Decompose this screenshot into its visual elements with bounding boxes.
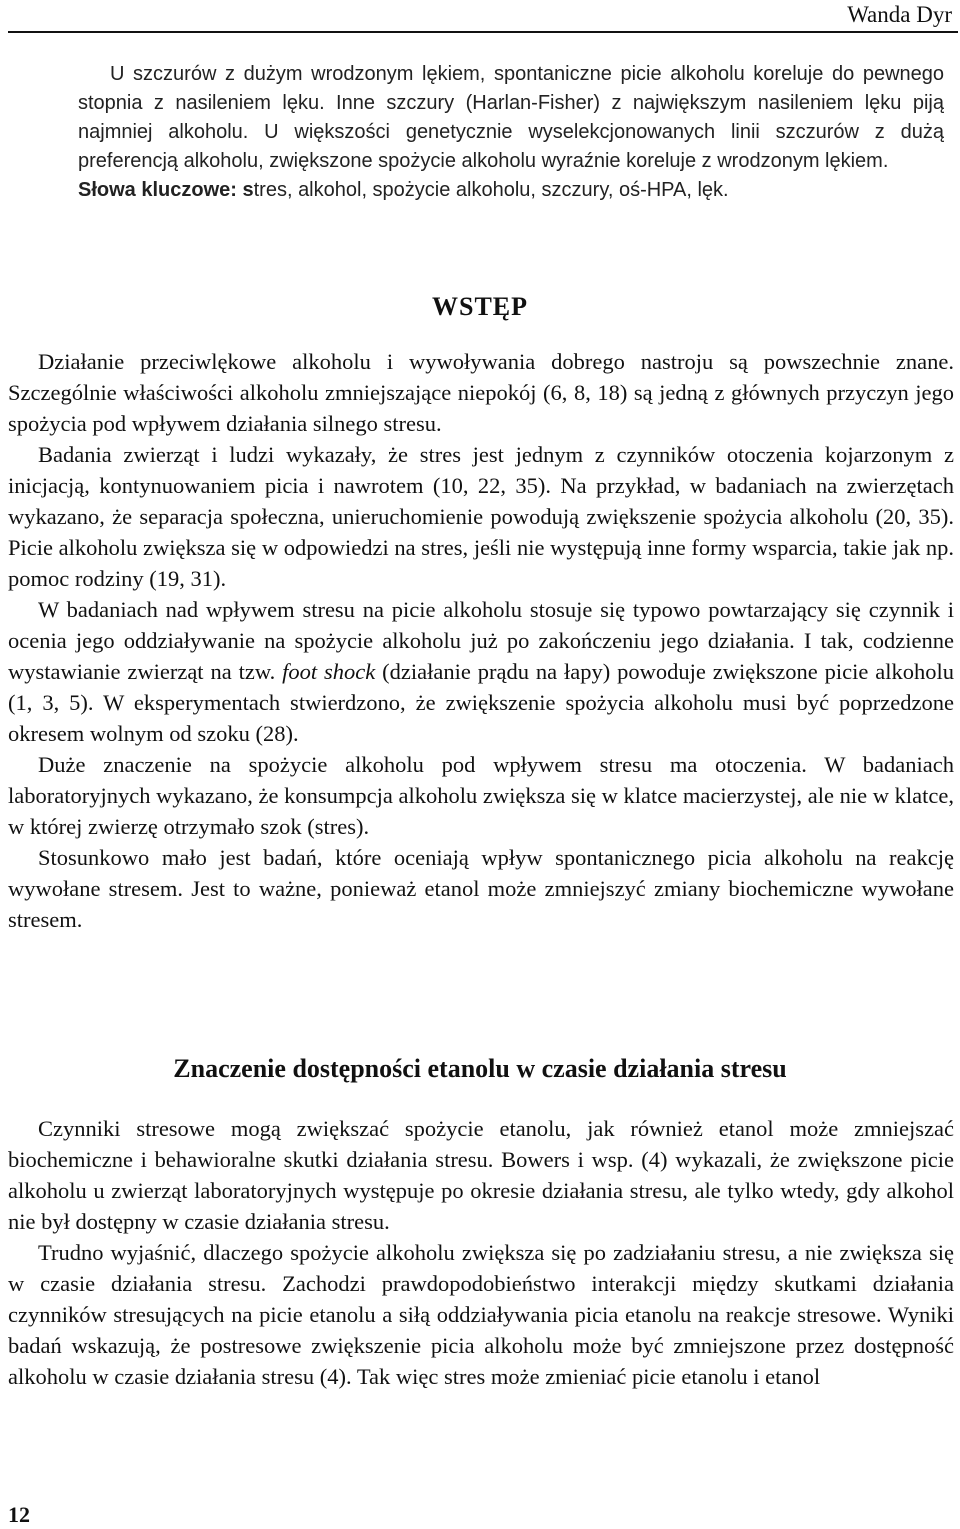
- subsection-body: [8, 1113, 954, 1392]
- running-header-author: Wanda Dyr: [847, 2, 952, 27]
- paragraph-text: (działanie prądu na łapy) powoduje zwiększone picie alkoholu (1, 3, 5). W eksperymentach stwierdzono, że zwiększenie spożycia alkoholu musi być poprzedzone okresem wolnym od szoku (28).: [8, 659, 955, 746]
- header-rule: [8, 31, 958, 33]
- paragraph: Trudno wyjaśnić, dlaczego spożycie alkoholu zwiększa się po zadziałaniu stresu, a nie zwiększa się w czasie działania stresu. Zachodzi prawdopodobieństwo interakcji między skutkami działania czynników stresujących na picie etanolu a siłą oddziaływania picia etanolu na reakcje stresowe. Wyniki badań wskazują, że postresowe zwiększenie picia alkoholu może być zmniejszone przez dostępność alkoholu w czasie działania stresu (4). Tak więc stres może zmieniać picie etanolu i etanol: [8, 1240, 954, 1389]
- subsection-title: Znaczenie dostępności etanolu w czasie działania stresu: [173, 1054, 787, 1083]
- page-number: 12: [8, 1502, 30, 1527]
- abstract: [78, 60, 944, 205]
- keywords: [78, 176, 944, 205]
- paragraph-text: W badaniach nad wpływem stresu na picie alkoholu stosuje się typowo powtarzający się czynnik i ocenia jego oddziaływanie na spożycie alkoholu już po zakończeniu jego działania. I tak, codzienne wystawianie zwierząt na tzw.: [8, 597, 954, 684]
- section-title-wstep: WSTĘP: [431, 292, 529, 321]
- keywords-text: tres, alkohol, spożycie alkoholu, szczury, oś-HPA, lęk.: [253, 179, 729, 201]
- paragraph: Stosunkowo mało jest badań, które oceniają wpływ spontanicznego picia alkoholu na reakcję wywołane stresem. Jest to ważne, ponieważ etanol może zmniejszyć zmiany biochemiczne wywołane stresem.: [8, 845, 954, 932]
- italic-term: foot shock: [282, 659, 376, 684]
- section-body: [8, 346, 954, 935]
- keywords-label: Słowa kluczowe: s: [78, 179, 254, 201]
- paragraph: [8, 594, 954, 749]
- paragraph: Działanie przeciwlękowe alkoholu i wywoływania dobrego nastroju są powszechnie znane. Szczególnie właściwości alkoholu zmniejszające niepokój (6, 8, 18) są jedną z głównych przyczyn jego spożycia pod wpływem działania silnego stresu.: [8, 349, 954, 436]
- paragraph: Czynniki stresowe mogą zwiększać spożycie etanolu, jak również etanol może zmniejszać biochemiczne i behawioralne skutki działania stresu. Bowers i wsp. (4) wykazali, że zwiększone picie alkoholu u zwierząt laboratoryjnych występuje po okresie działania stresu, ale tylko wtedy, gdy alkohol nie był dostępny w czasie działania stresu.: [8, 1116, 954, 1234]
- abstract-paragraph: U szczurów z dużym wrodzonym lękiem, spontaniczne picie alkoholu koreluje do pewnego stopnia z nasileniem lęku. Inne szczury (Harlan-Fisher) z największym nasileniem lęku piją najmniej alkoholu. U większości genetycznie wyselekcjonowanych linii szczurów z dużą preferencją alkoholu, zwiększone spożycie alkoholu wyraźnie koreluje z wrodzonym lękiem.: [78, 63, 944, 172]
- paragraph: Badania zwierząt i ludzi wykazały, że stres jest jednym z czynników otoczenia kojarzonym z inicjacją, kontynuowaniem picia i nawrotem (10, 22, 35). Na przykład, w badaniach na zwierzętach wykazano, że separacja społeczna, unieruchomienie powodują zwiększenie spożycia alkoholu (20, 35). Picie alkoholu zwiększa się w odpowiedzi na stres, jeśli nie występują inne formy wsparcia, takie jak np. pomoc rodziny (19, 31).: [8, 442, 954, 591]
- paragraph: Duże znaczenie na spożycie alkoholu pod wpływem stresu ma otoczenia. W badaniach laboratoryjnych wykazano, że konsumpcja alkoholu zwiększa się w klatce macierzystej, ale nie w klatce, w której zwierzę otrzymało szok (stres).: [8, 752, 954, 839]
